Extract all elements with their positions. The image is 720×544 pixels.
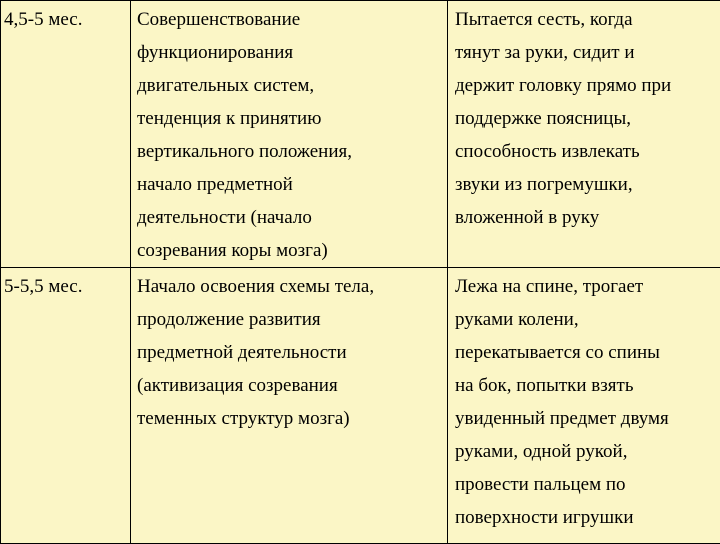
development-line: теменных структур мозга) (137, 402, 443, 435)
development-line: (активизация созревания (137, 369, 443, 402)
skills-line: тянут за руки, сидит и (455, 36, 720, 69)
age-cell (1, 1, 131, 268)
table-row (1, 268, 720, 544)
skills-line: провести пальцем по (455, 468, 720, 501)
skills-cell (448, 1, 720, 268)
development-line: функционирования (137, 36, 443, 69)
skills-line: Пытается сесть, когда (455, 3, 720, 36)
development-cell (131, 268, 448, 544)
development-line: предметной деятельности (137, 336, 443, 369)
skills-line: руками колени, (455, 303, 720, 336)
skills-line: поддержке поясницы, (455, 102, 720, 135)
skills-line: держит головку прямо при (455, 69, 720, 102)
development-line: Совершенствование (137, 3, 443, 36)
development-line: двигательных систем, (137, 69, 443, 102)
skills-line: способность извлекать (455, 135, 720, 168)
age-text: 4,5-5 мес. (4, 3, 126, 36)
skills-line: Лежа на спине, трогает (455, 270, 720, 303)
table-row (1, 1, 720, 268)
skills-line: на бок, попытки взять (455, 369, 720, 402)
skills-line: звуки из погремушки, (455, 168, 720, 201)
skills-line: руками, одной рукой, (455, 435, 720, 468)
age-cell (1, 268, 131, 544)
skills-cell (448, 268, 720, 544)
skills-line: вложенной в руку (455, 201, 720, 234)
development-cell (131, 1, 448, 268)
skills-line: поверхности игрушки (455, 501, 720, 534)
skills-line: увиденный предмет двумя (455, 402, 720, 435)
development-line: деятельности (начало (137, 201, 443, 234)
development-line: вертикального положения, (137, 135, 443, 168)
skills-line: перекатывается со спины (455, 336, 720, 369)
development-line: начало предметной (137, 168, 443, 201)
development-line: Начало освоения схемы тела, (137, 270, 443, 303)
development-line: тенденция к принятию (137, 102, 443, 135)
development-line: продолжение развития (137, 303, 443, 336)
age-text: 5-5,5 мес. (4, 270, 126, 303)
development-line: созревания коры мозга) (137, 234, 443, 267)
